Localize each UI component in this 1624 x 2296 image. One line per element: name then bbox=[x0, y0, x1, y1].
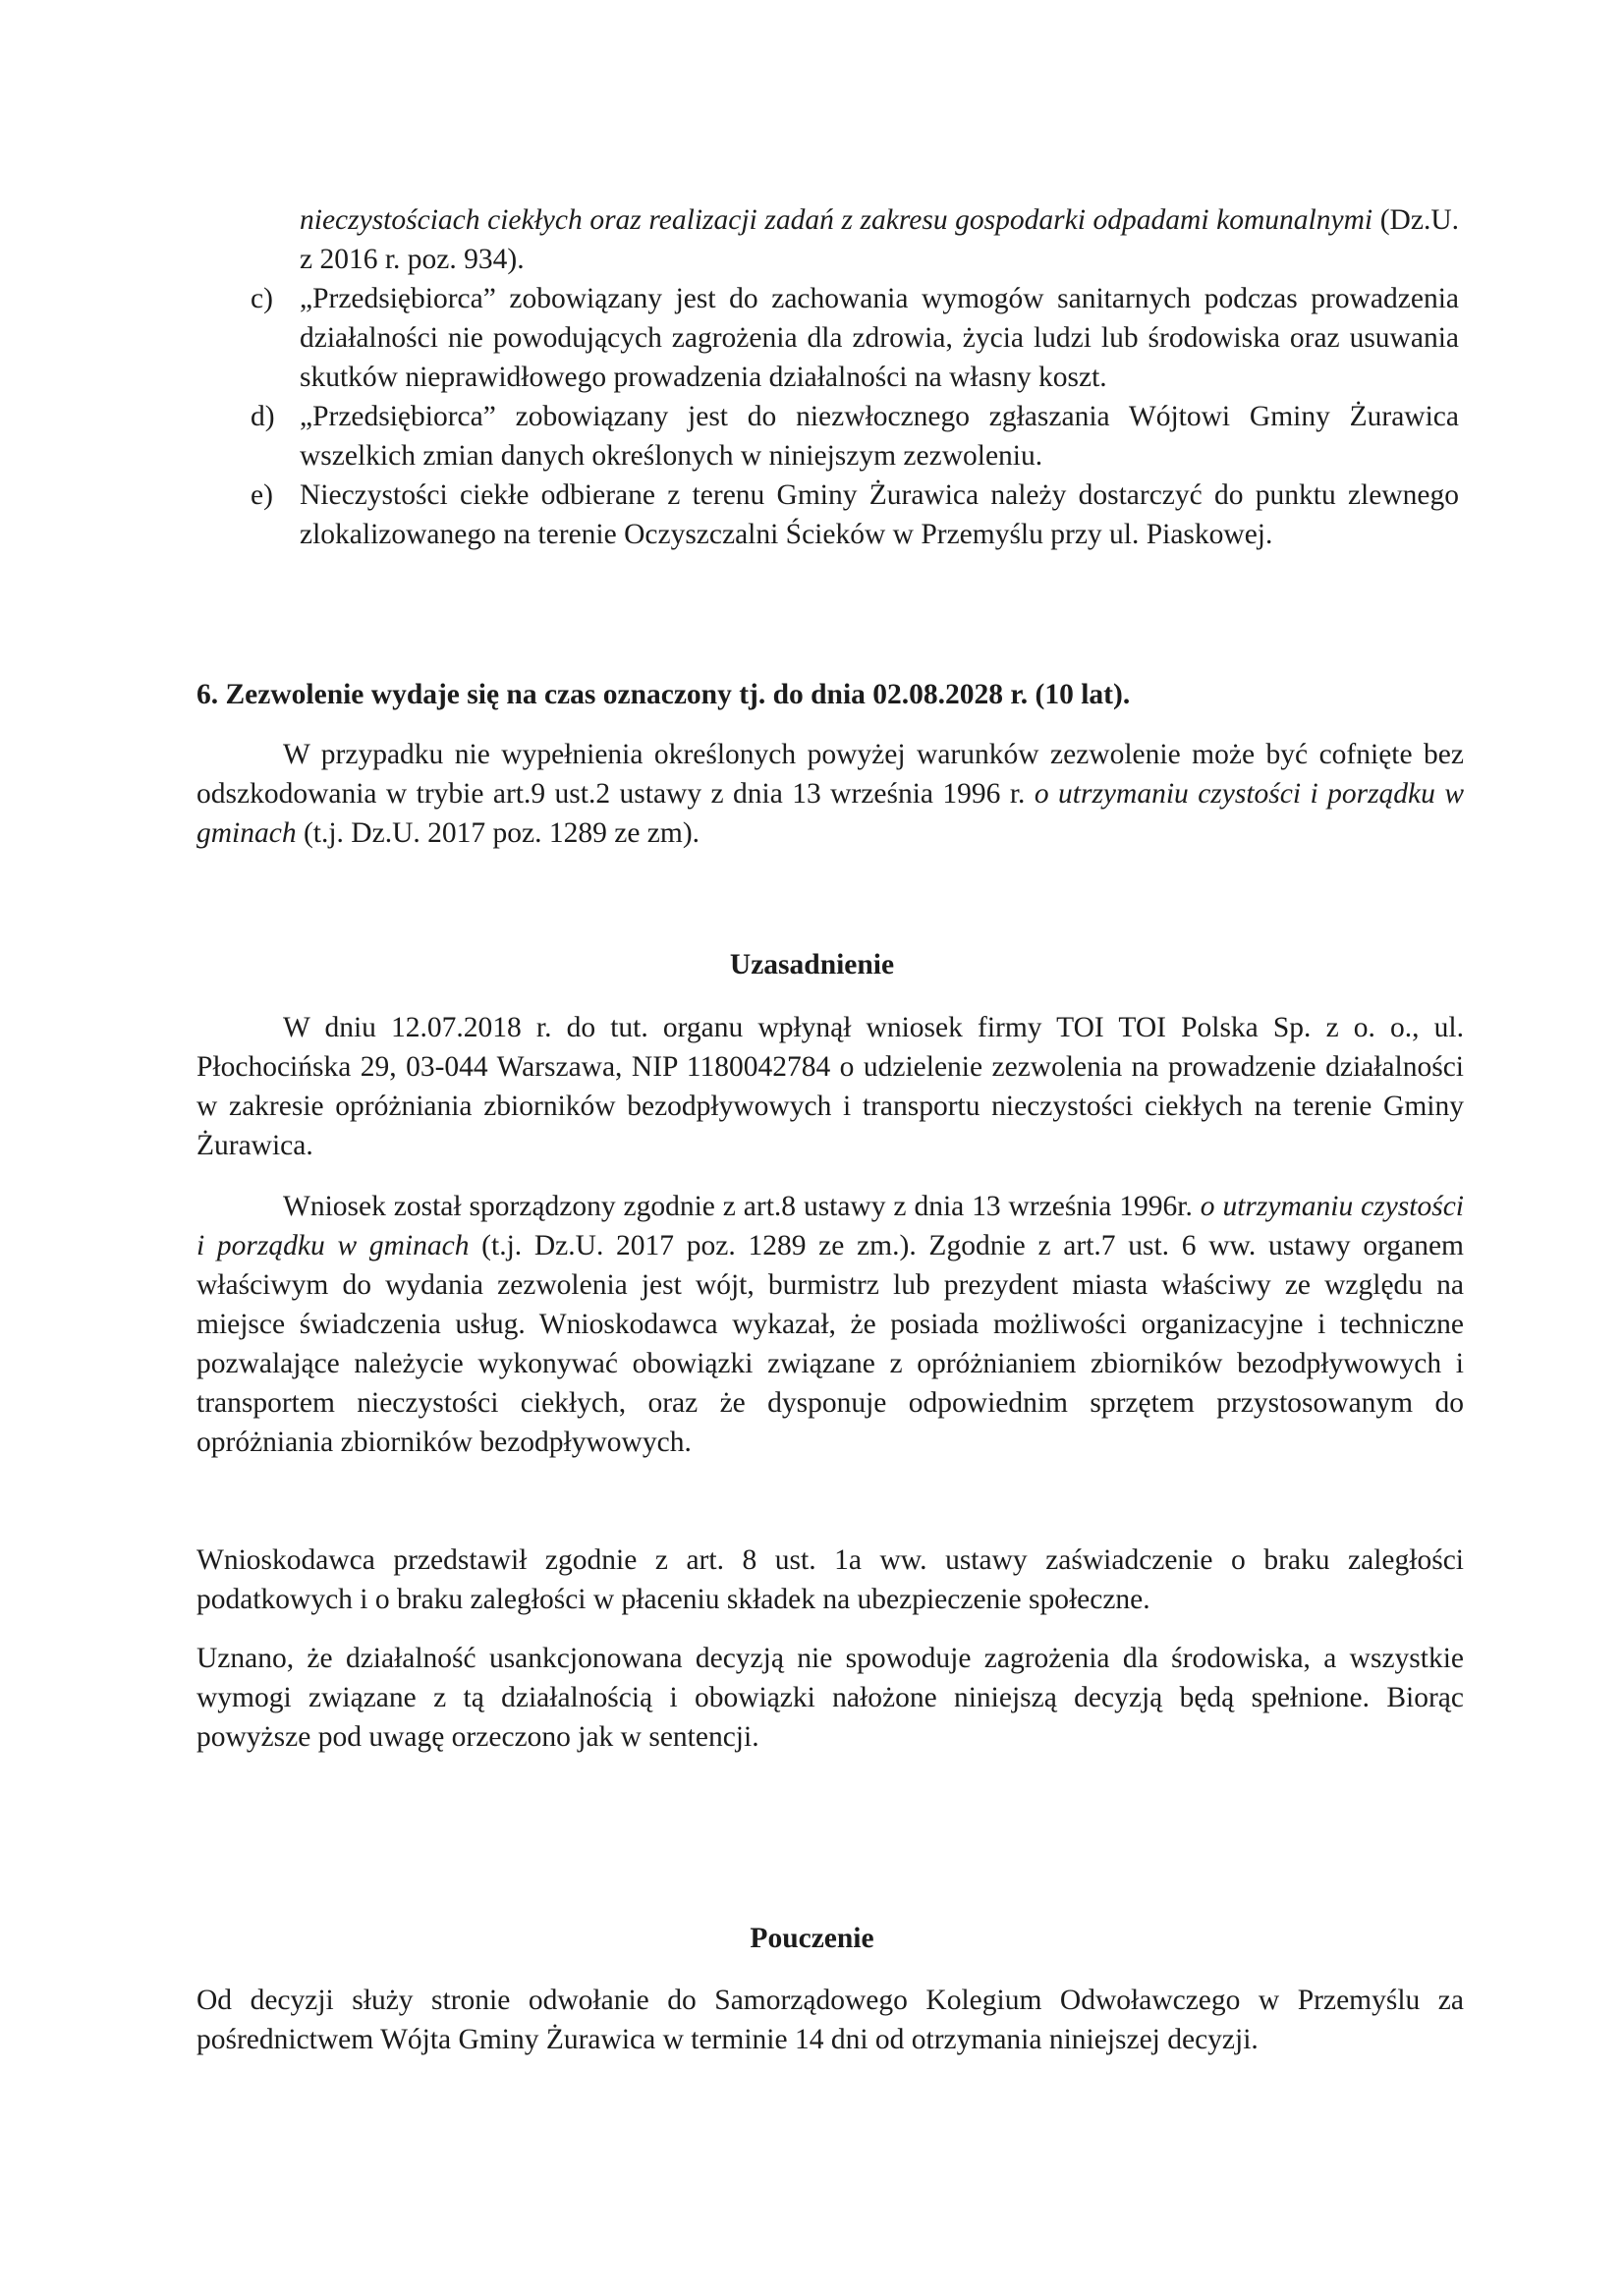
list-item-text: „Przedsiębiorca” zobowiązany jest do zachowania wymogów sanitarnych podczas prowadzenia działalności nie powodujących zagrożenia dla zdrowia, życia ludzi lub środowiska oraz usuwania skutków nieprawidłowego prowadzenia działalności na własny koszt. bbox=[300, 283, 1459, 393]
pouczenie-heading: Pouczenie bbox=[750, 1923, 874, 1954]
conditions-list bbox=[251, 279, 1459, 554]
revocation-italic: o utrzymaniu czystości i porządku w gminach bbox=[196, 778, 1464, 849]
uzasadnienie-paragraph-3: Wnioskodawca przedstawił zgodnie z art. 8 ust. 1a ww. ustawy zaświadczenie o braku zaległości podatkowych i o braku zaległości w płaceniu składek na ubezpieczenie społeczne. bbox=[196, 1544, 1464, 1615]
list-item-marker: c) bbox=[251, 283, 273, 314]
list-item-text: „Przedsiębiorca” zobowiązany jest do niezwłocznego zgłaszania Wójtowi Gminy Żurawica wszelkich zmian danych określonych w niniejszym zezwoleniu. bbox=[300, 401, 1459, 472]
list-item-text: Nieczystości ciekłe odbierane z terenu Gminy Żurawica należy dostarczyć do punktu zlewnego zlokalizowanego na terenie Oczyszczalni Ścieków w Przemyślu przy ul. Piaskowej. bbox=[300, 479, 1459, 550]
pouczenie-paragraph: Od decyzji służy stronie odwołanie do Samorządowego Kolegium Odwoławczego w Przemyślu za pośrednictwem Wójta Gminy Żurawica w terminie 14 dni od otrzymania niniejszej decyzji. bbox=[196, 1985, 1464, 2055]
list-item-marker: e) bbox=[251, 479, 273, 511]
intro-paragraph bbox=[300, 200, 1459, 279]
uzasadnienie-p2-italic: o utrzymaniu czystości i porządku w gminach bbox=[196, 1191, 1464, 1261]
revocation-text-2: (t.j. Dz.U. 2017 poz. 1289 ze zm). bbox=[296, 817, 700, 849]
list-item bbox=[251, 279, 1459, 397]
uzasadnienie-paragraph-2 bbox=[196, 1187, 1464, 1462]
list-item-marker: d) bbox=[251, 401, 275, 432]
revocation-text-1: W przypadku nie wypełnienia określonych powyżej warunków zezwolenie może być cofnięte bez odszkodowania w trybie art.9 ust.2 ustawy z dnia 13 września 1996 r. bbox=[196, 739, 1464, 810]
list-item bbox=[251, 476, 1459, 554]
uzasadnienie-paragraph-4: Uznano, że działalność usankcjonowana decyzją nie spowoduje zagrożenia dla środowiska, a wszystkie wymogi związane z tą działalnością i obowiązki nałożone niniejszą decyzją będą spełnione. Biorąc powyższe pod uwagę orzeczono jak w sentencji. bbox=[196, 1643, 1464, 1753]
list-item bbox=[251, 397, 1459, 476]
intro-italic-text: nieczystościach ciekłych oraz realizacji zadań z zakresu gospodarki odpadami komunalnymi bbox=[300, 204, 1373, 236]
uzasadnienie-p2-text-2: (t.j. Dz.U. 2017 poz. 1289 ze zm.). Zgodnie z art.7 ust. 6 ww. ustawy organem właściwym do wydania zezwolenia jest wójt, burmistrz lub prezydent miasta właściwy ze względu na miejsce świadczenia usług. Wnioskodawca wykazał, że posiada możliwości organizacyjne i techniczne pozwalające należycie wykonywać obowiązki związane z opróżnianiem zbiorników bezodpływowych i transportem nieczystości ciekłych, oraz że dysponuje odpowiednim sprzętem przystosowanym do opróżniania zbiorników bezodpływowych. bbox=[196, 1230, 1464, 1458]
uzasadnienie-paragraph-1: W dniu 12.07.2018 r. do tut. organu wpłynął wniosek firmy TOI TOI Polska Sp. z o. o., ul. Płochocińska 29, 03-044 Warszawa, NIP 1180042784 o udzielenie zezwolenia na prowadzenie działalności w zakresie opróżniania zbiorników bezodpływowych i transportu nieczystości ciekłych na terenie Gminy Żurawica. bbox=[196, 1012, 1464, 1161]
intro-plain-text: (Dz.U. z 2016 r. poz. 934). bbox=[300, 204, 1459, 275]
uzasadnienie-p2-text-1: Wniosek został sporządzony zgodnie z art.8 ustawy z dnia 13 września 1996r. bbox=[283, 1191, 1201, 1222]
point-6-validity: 6. Zezwolenie wydaje się na czas oznaczony tj. do dnia 02.08.2028 r. (10 lat). bbox=[196, 679, 1131, 710]
uzasadnienie-heading: Uzasadnienie bbox=[729, 949, 895, 980]
revocation-paragraph bbox=[196, 735, 1464, 853]
